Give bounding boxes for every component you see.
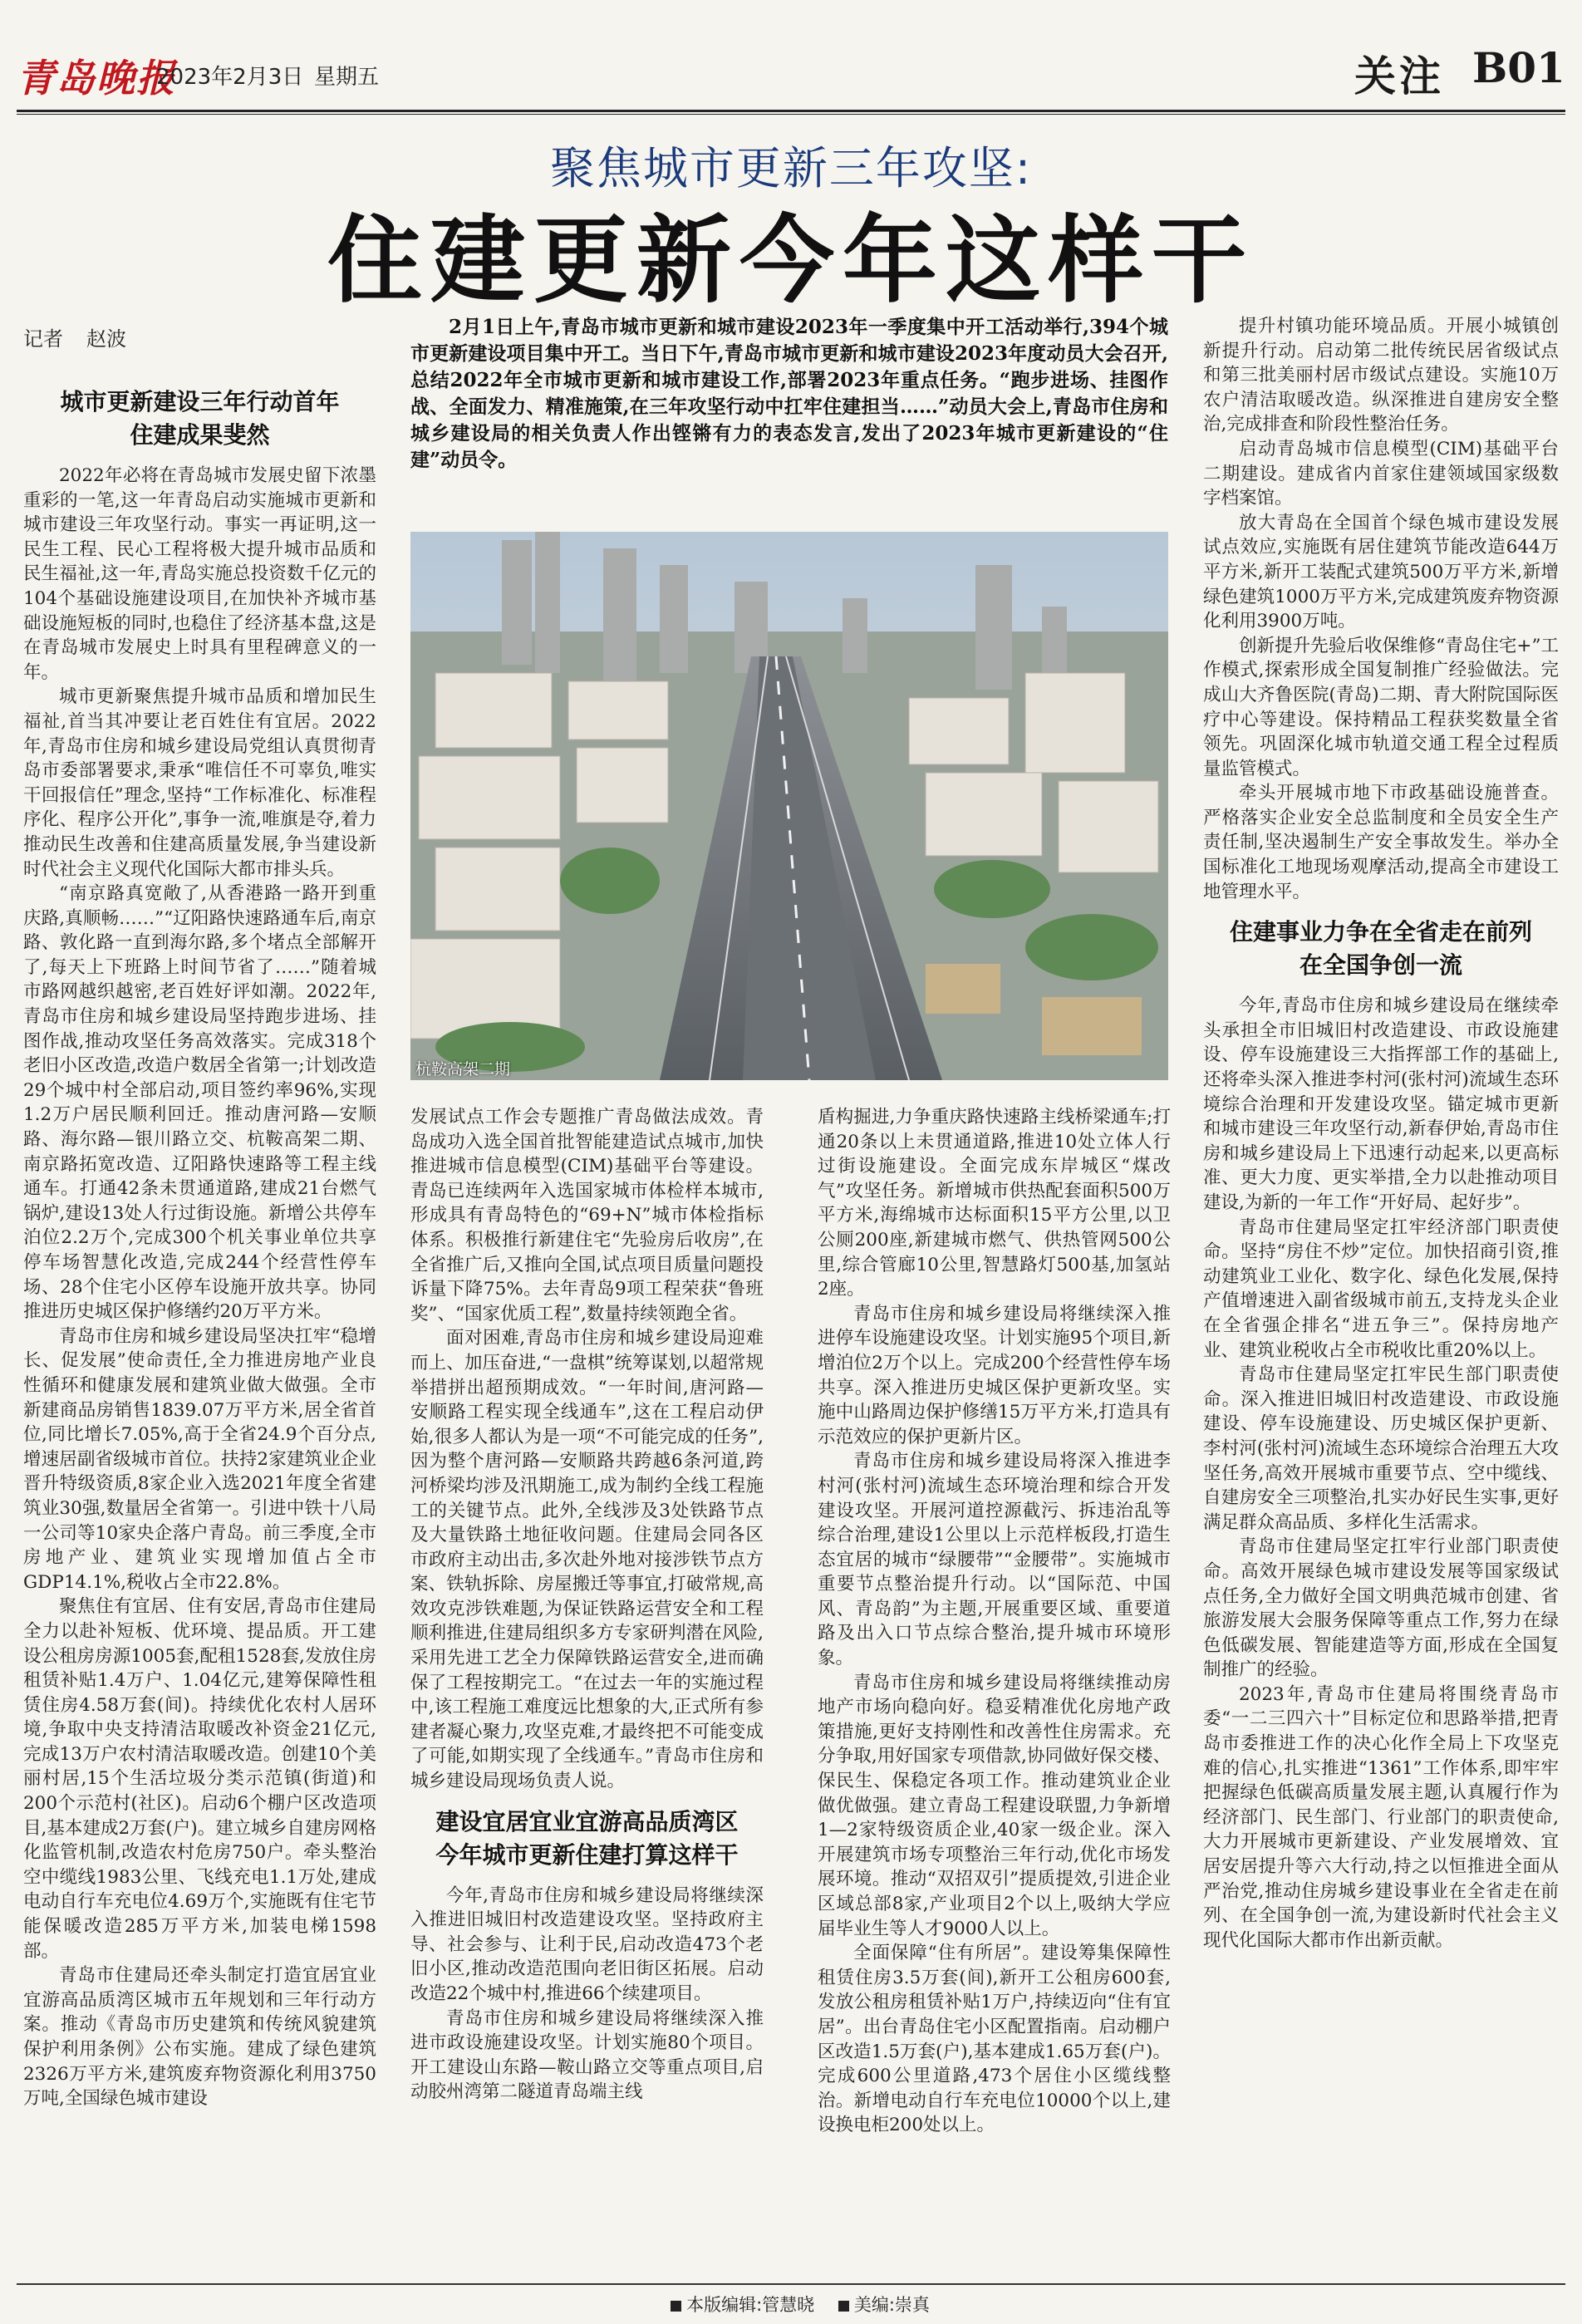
- paragraph: 面对困难,青岛市住房和城乡建设局迎难而上、加压奋进,“一盘棋”统筹谋划,以超常规举措拼出超预期成效。“一年时间,唐河路—安顺路工程实现全线通车”,这在工程启动伊始,很多人都认为是一项“不可能完成的任务”,因为整个唐河路—安顺路共跨越6条河道,跨河桥梁均涉及汛期施工,成为制约全线工程施工的关键节点。此外,全线涉及3处铁路节点及大量铁路土地征收问题。住建局会同各区市政府主动出击,多次赴外地对接涉铁节点方案、铁轨拆除、房屋搬迁等事宜,打破常规,高效攻克涉铁难题,为保证铁路运营安全和工程顺利推进,住建局组织多方专家研判潜在风险,采用先进工艺全力保障铁路运营安全,进而确保了工程按期完工。“在过去一年的实施过程中,该工程施工难度远比想象的大,正式所有参建者凝心聚力,攻坚克难,才最终把不可能变成了可能,如期实现了全线通车。”青岛市住房和城乡建设局现场负责人说。: [410, 1328, 764, 1792]
- subheading-d: [1203, 916, 1559, 982]
- byline-label: 记者: [23, 327, 63, 351]
- subheading-a-line1: 城市更新建设三年行动首年: [60, 388, 340, 415]
- paragraph: 牵头开展城市地下市政基础设施普查。严格落实企业安全总监制度和全员安全生产责任制,坚决遏制生产安全事故发生。举办全国标准化工地现场观摩活动,提高全市建设工地管理水平。: [1203, 783, 1559, 902]
- issue-date: 2023年2月3日: [156, 65, 304, 90]
- issue-weekday: 星期五: [314, 65, 380, 90]
- paragraph: 2022年必将在青岛城市发展史留下浓墨重彩的一笔,这一年青岛启动实施城市更新和城市建设三年攻坚行动。事实一再证明,这一民生工程、民心工程将极大提升城市品质和民生福祉,这一年,青岛实施总投资数千亿元的104个基础设施建设项目,在加快补齐城市基础设施短板的同时,也稳住了经济基本盘,这是在青岛城市发展史上时具有里程碑意义的一年。: [23, 465, 376, 683]
- paragraph: 放大青岛在全国首个绿色城市建设发展试点效应,实施既有居住建筑节能改造644万平方米,新开工装配式建筑500万平方米,新增绿色建筑1000万平方米,完成建筑废弃物资源化利用3900万吨。: [1203, 512, 1559, 632]
- subheading-b-line1: 建设宜居宜业宜游高品质湾区: [435, 1807, 739, 1835]
- paper-logo: 青岛晚报: [17, 56, 176, 101]
- art-credit: 美编:崇真: [853, 2295, 930, 2315]
- article-kicker: 聚焦城市更新三年攻坚:: [549, 142, 1033, 194]
- paragraph: 启动青岛城市信息模型(CIM)基础平台二期建设。建成省内首家住建领域国家级数字档案馆。: [1203, 438, 1559, 509]
- paragraph: 发展试点工作会专题推广青岛做法成效。青岛成功入选全国首批智能建造试点城市,加快推进城市信息模型(CIM)基础平台等建设。青岛已连续两年入选国家城市体检样本城市,形成具有青岛特色的“69+N”城市体检指标体系。积极推行新建住宅“先验房后收房”,在全省推广后,又推向全国,试点项目质量问题投诉量下降75%。去年青岛9项工程荣获“鲁班奖”、“国家优质工程”,数量持续领跑全省。: [410, 1107, 764, 1324]
- top-rule-thin: [17, 114, 1565, 115]
- byline-name: 赵波: [86, 327, 126, 351]
- subheading-b: [410, 1806, 764, 1872]
- paragraph: 青岛市住房和城乡建设局坚决扛牢“稳增长、促发展”使命责任,全力推进房地产业良性循环和健康发展和建筑业做大做强。全市新建商品房销售1839.07万平方米,居全省首位,同比增长7.05%,高于全省24.9个百分点,增速居副省级城市首位。扶持2家建筑业企业晋升特级资质,8家企业入选2021年度全省建筑业30强,数量居全省第一。引进中铁十八局一公司等10家央企落户青岛。前三季度,全市房地产业、建筑业实现增加值占全市GDP14.1%,税收占全市22.8%。: [23, 1325, 376, 1593]
- subheading-d-line2: 在全国争创一流: [1299, 951, 1462, 980]
- subheading-a-line2: 住建成果斐然: [130, 421, 270, 449]
- paragraph: 青岛市住房和城乡建设局将继续深入推进市政设施建设攻坚。计划实施80个项目。开工建设山东路—鞍山路立交等重点项目,启动胶州湾第二隧道青岛端主线: [410, 2007, 764, 2103]
- paragraph: 2023年,青岛市住建局将围绕青岛市委“一二三四六十”目标定位和思路举措,把青岛市委推进工作的决心化作全局上下攻坚克难的信心,扎实推进“1361”工作体系,即牢牢把握绿色低碳高质量发展主题,认真履行作为经济部门、民生部门、行业部门的职责使命,大力开展城市更新建设、产业发展增效、宜居安居提升等六大行动,持之以恒推进全面从严治党,推动住房城乡建设事业在全省走在前列、在全国争创一流,为建设新时代社会主义现代化国际大都市作出新贡献。: [1203, 1683, 1559, 1951]
- square-bullet-icon: [671, 2301, 681, 2312]
- article-headline: 住建更新今年这样干: [327, 204, 1255, 316]
- section-name: 关注: [1354, 52, 1444, 101]
- article-lead: [410, 314, 1168, 474]
- square-bullet-icon: [838, 2301, 849, 2312]
- paragraph: 盾构掘进,力争重庆路快速路主线桥梁通车;打通20条以上未贯通道路,推进10处立体人行过街设施建设。全面完成东岸城区“煤改气”攻坚任务。新增城市供热配套面积500万平方米,海绵城市达标面积15平方公里,以卫公厕200座,新建城市燃气、供热管网500公里,综合管廊10公里,智慧路灯500基,加氢站2座。: [818, 1107, 1171, 1300]
- bottom-rule: [17, 2283, 1565, 2285]
- paragraph: 青岛市住建局坚定扛牢民生部门职责使命。深入推进旧城旧村改造建设、市政设施建设、停车设施建设、历史城区保护更新、李村河(张村河)流域生态环境综合治理五大攻坚任务,高效开展城市重要节点、空中缆线、自建房安全三项整治,扎实办好民生实事,更好满足群众高品质、多样化生活需求。: [1203, 1364, 1559, 1533]
- paragraph: 青岛市住房和城乡建设局将深入推进李村河(张村河)流域生态环境治理和综合开发建设攻坚。开展河道控源截污、拆违治乱等综合治理,建设1公里以上示范样板段,打造生态宜居的城市“绿腰带”“金腰带”。实施城市重要节点整治提升行动。以“国际范、中国风、青岛韵”为主题,开展重要区域、重要道路及出入口节点综合整治,提升城市环境形象。: [818, 1451, 1171, 1669]
- column-d: [1203, 314, 1559, 2268]
- column-c: [818, 1105, 1171, 2268]
- top-rule: [17, 110, 1565, 112]
- subheading-a: [23, 386, 376, 452]
- paragraph: 青岛市住房和城乡建设局将继续推动房地产市场向稳向好。稳妥精准优化房地产政策措施,更好支持刚性和改善性住房需求。充分争取,用好国家专项借款,协同做好保交楼、保民生、保稳定各项工作。推动建筑业企业做优做强。建立青岛工程建设联盟,力争新增1—2家特级资质企业,40家一级企业。深入开展建筑市场专项整治三年行动,优化市场发展环境。推动“双招双引”提质提效,引进企业区域总部8家,产业项目2个以上,吸纳大学应届毕业生等人才9000人以上。: [818, 1672, 1171, 1939]
- byline: [23, 322, 150, 351]
- page-footer: [0, 2292, 1582, 2317]
- subheading-d-line1: 住建事业力争在全省走在前列: [1229, 918, 1532, 946]
- paragraph: 创新提升先验后收保维修“青岛住宅+”工作模式,探索形成全国复制推广经验做法。完成山大齐鲁医院(青岛)二期、青大附院国际医疗中心等建设。保持精品工程获奖数量全省领先。巩固深化城市轨道交通工程全过程质量监管模式。: [1203, 635, 1559, 779]
- paragraph: 青岛市住建局坚定扛牢行业部门职责使命。高效开展绿色城市建设发展等国家级试点任务,全力做好全国文明典范城市创建、省旅游发展大会服务保障等重点工作,努力在绿色低碳发展、智能建造等方面,形成在全国复制推广的经验。: [1203, 1536, 1559, 1681]
- paragraph: 全面保障“住有所居”。建设筹集保障性租赁住房3.5万套(间),新开工公租房600套,发放公租房租赁补贴1万户,持续迈向“住有宜居”。出台青岛住宅小区配置指南。启动棚户区改造1.5万套(户),基本建成1.65万套(户)。完成600公里道路,473个居住小区缆线整治。新增电动自行车充电位10000个以上,建设换电柜200处以上。: [818, 1943, 1171, 2136]
- news-photo: [410, 532, 1168, 1080]
- paragraph: 今年,青岛市住房和城乡建设局将继续深入推进旧城旧村改造建设攻坚。坚持政府主导、社会参与、让利于民,启动改造473个老旧小区,推动改造范围向老旧街区拓展。启动改造22个城中村,推进66个续建项目。: [410, 1884, 764, 2004]
- paragraph: 提升村镇功能环境品质。开展小城镇创新提升行动。启动第二批传统民居省级试点和第三批美丽村居市级试点建设。实施10万农户清洁取暖改造。纵深推进自建房安全整治,完成排查和阶段性整治任务。: [1203, 316, 1559, 435]
- photo-caption: 杭鞍高架二期: [415, 1060, 511, 1078]
- editor-credit: 本版编辑:管慧晓: [686, 2295, 815, 2315]
- paragraph: 青岛市住建局坚定扛牢经济部门职责使命。坚持“房住不炒”定位。加快招商引资,推动建筑业工业化、数字化、绿色化发展,保持产值增速进入副省级城市前五,支持龙头企业在全省强企排名“进五争三”。保持房地产业、建筑业税收占全市税收比重20%以上。: [1203, 1216, 1559, 1361]
- paragraph: 青岛市住建局还牵头制定打造宜居宜业宜游高品质湾区城市五年规划和三年行动方案。推动《青岛市历史建筑和传统风貌建筑保护利用条例》公布实施。建成了绿色建筑2326万平方米,建筑废弃物资源化利用3750万吨,全国绿色城市建设: [23, 1965, 376, 2110]
- paragraph: 今年,青岛市住房和城乡建设局在继续牵头承担全市旧城旧村改造建设、市政设施建设、停车设施建设三大指挥部工作的基础上,还将牵头深入推进李村河(张村河)流域生态环境综合治理和开发建设攻坚。锚定城市更新和城市建设三年攻坚行动,新春伊始,青岛市住房和城乡建设局上下迅速行动起来,以更高标准、更大力度、更实举措,全力以赴推动项目建设,为新的一年工作“开好局、起好步”。: [1203, 995, 1559, 1213]
- column-a: [23, 374, 376, 2268]
- paragraph: 青岛市住房和城乡建设局将继续深入推进停车设施建设攻坚。计划实施95个项目,新增泊位2万个以上。完成200个经营性停车场共享。深入推进历史城区保护更新攻坚。实施中山路周边保护修缮15万平方米,打造具有示范效应的保护更新片区。: [818, 1303, 1171, 1447]
- column-b: [410, 1105, 764, 2268]
- paragraph: 城市更新聚焦提升城市品质和增加民生福祉,首当其冲要让老百姓住有宜居。2022年,青岛市住房和城乡建设局党组认真贯彻青岛市委部署要求,秉承“唯信任不可辜负,唯实干回报信任”理念,坚持“工作标准化、标准程序化、程序公开化”,事争一流,唯旗是夺,着力推动民生改善和住建高质量发展,争当建设新时代社会主义现代化国际大都市排头兵。: [23, 686, 376, 880]
- lead-paragraph: 2月1日上午,青岛市城市更新和城市建设2023年一季度集中开工活动举行,394个城市更新建设项目集中开工。当日下午,青岛市城市更新和城市建设2023年度动员大会召开,总结2022年全市城市更新和城市建设工作,部署2023年重点任务。“跑步进场、挂图作战、全面发力、精准施策,在三年攻坚行动中扛牢住建担当……”动员大会上,青岛市住房和城乡建设局的相关负责人作出铿锵有力的表态发言,发出了2023年城市更新建设的“住建”动员令。: [410, 316, 1168, 471]
- paragraph: 聚焦住有宜居、住有安居,青岛市住建局全力以赴补短板、优环境、提品质。开工建设公租房房源1005套,配租1528套,发放住房租赁补贴1.4万户、1.04亿元,建筹保障性租赁住房4.58万套(间)。持续优化农村人居环境,争取中央支持清洁取暖改补资金21亿元,完成13万户农村清洁取暖改造。创建10个美丽村居,15个生活垃圾分类示范镇(街道)和200个示范村(社区)。启动6个棚户区改造项目,基本建成2万套(户)。建立城乡自建房网格化监管机制,改造农村危房750户。牵头整治空中缆线1983公里、飞线充电1.1万处,建成电动自行车充电位4.69万个,实施既有住宅节能保暖改造285万平方米,加装电梯1598部。: [23, 1596, 376, 1962]
- page-number: B01: [1472, 43, 1565, 92]
- subheading-b-line2: 今年城市更新住建打算这样干: [435, 1840, 739, 1869]
- paragraph: “南京路真宽敞了,从香港路一路开到重庆路,真顺畅……”“辽阳路快速路通车后,南京路、敦化路一直到海尔路,多个堵点全部解开了,每天上下班路上时间节省了……”随着城市路网越织越密,老百姓好评如潮。2022年,青岛市住房和城乡建设局坚持跑步进场、挂图作战,推动攻坚任务高效落实。完成318个老旧小区改造,改造户数居全省第一;计划改造29个城中村全部启动,项目签约率96%,实现1.2万户居民顺利回迁。推动唐河路—安顺路、海尔路—银川路立交、杭鞍高架二期、南京路拓宽改造、辽阳路快速路等工程主线通车。打通42条未贯通道路,建成21台燃气锅炉,建设13处人行过街设施。新增公共停车泊位2.2万个,完成300个机关事业单位共享停车场智慧化改造,完成244个经营性停车场、28个住宅小区停车设施开放共享。协同推进历史城区保护修缮约20万平方米。: [23, 883, 376, 1323]
- city-aerial-illustration: [410, 532, 1168, 1080]
